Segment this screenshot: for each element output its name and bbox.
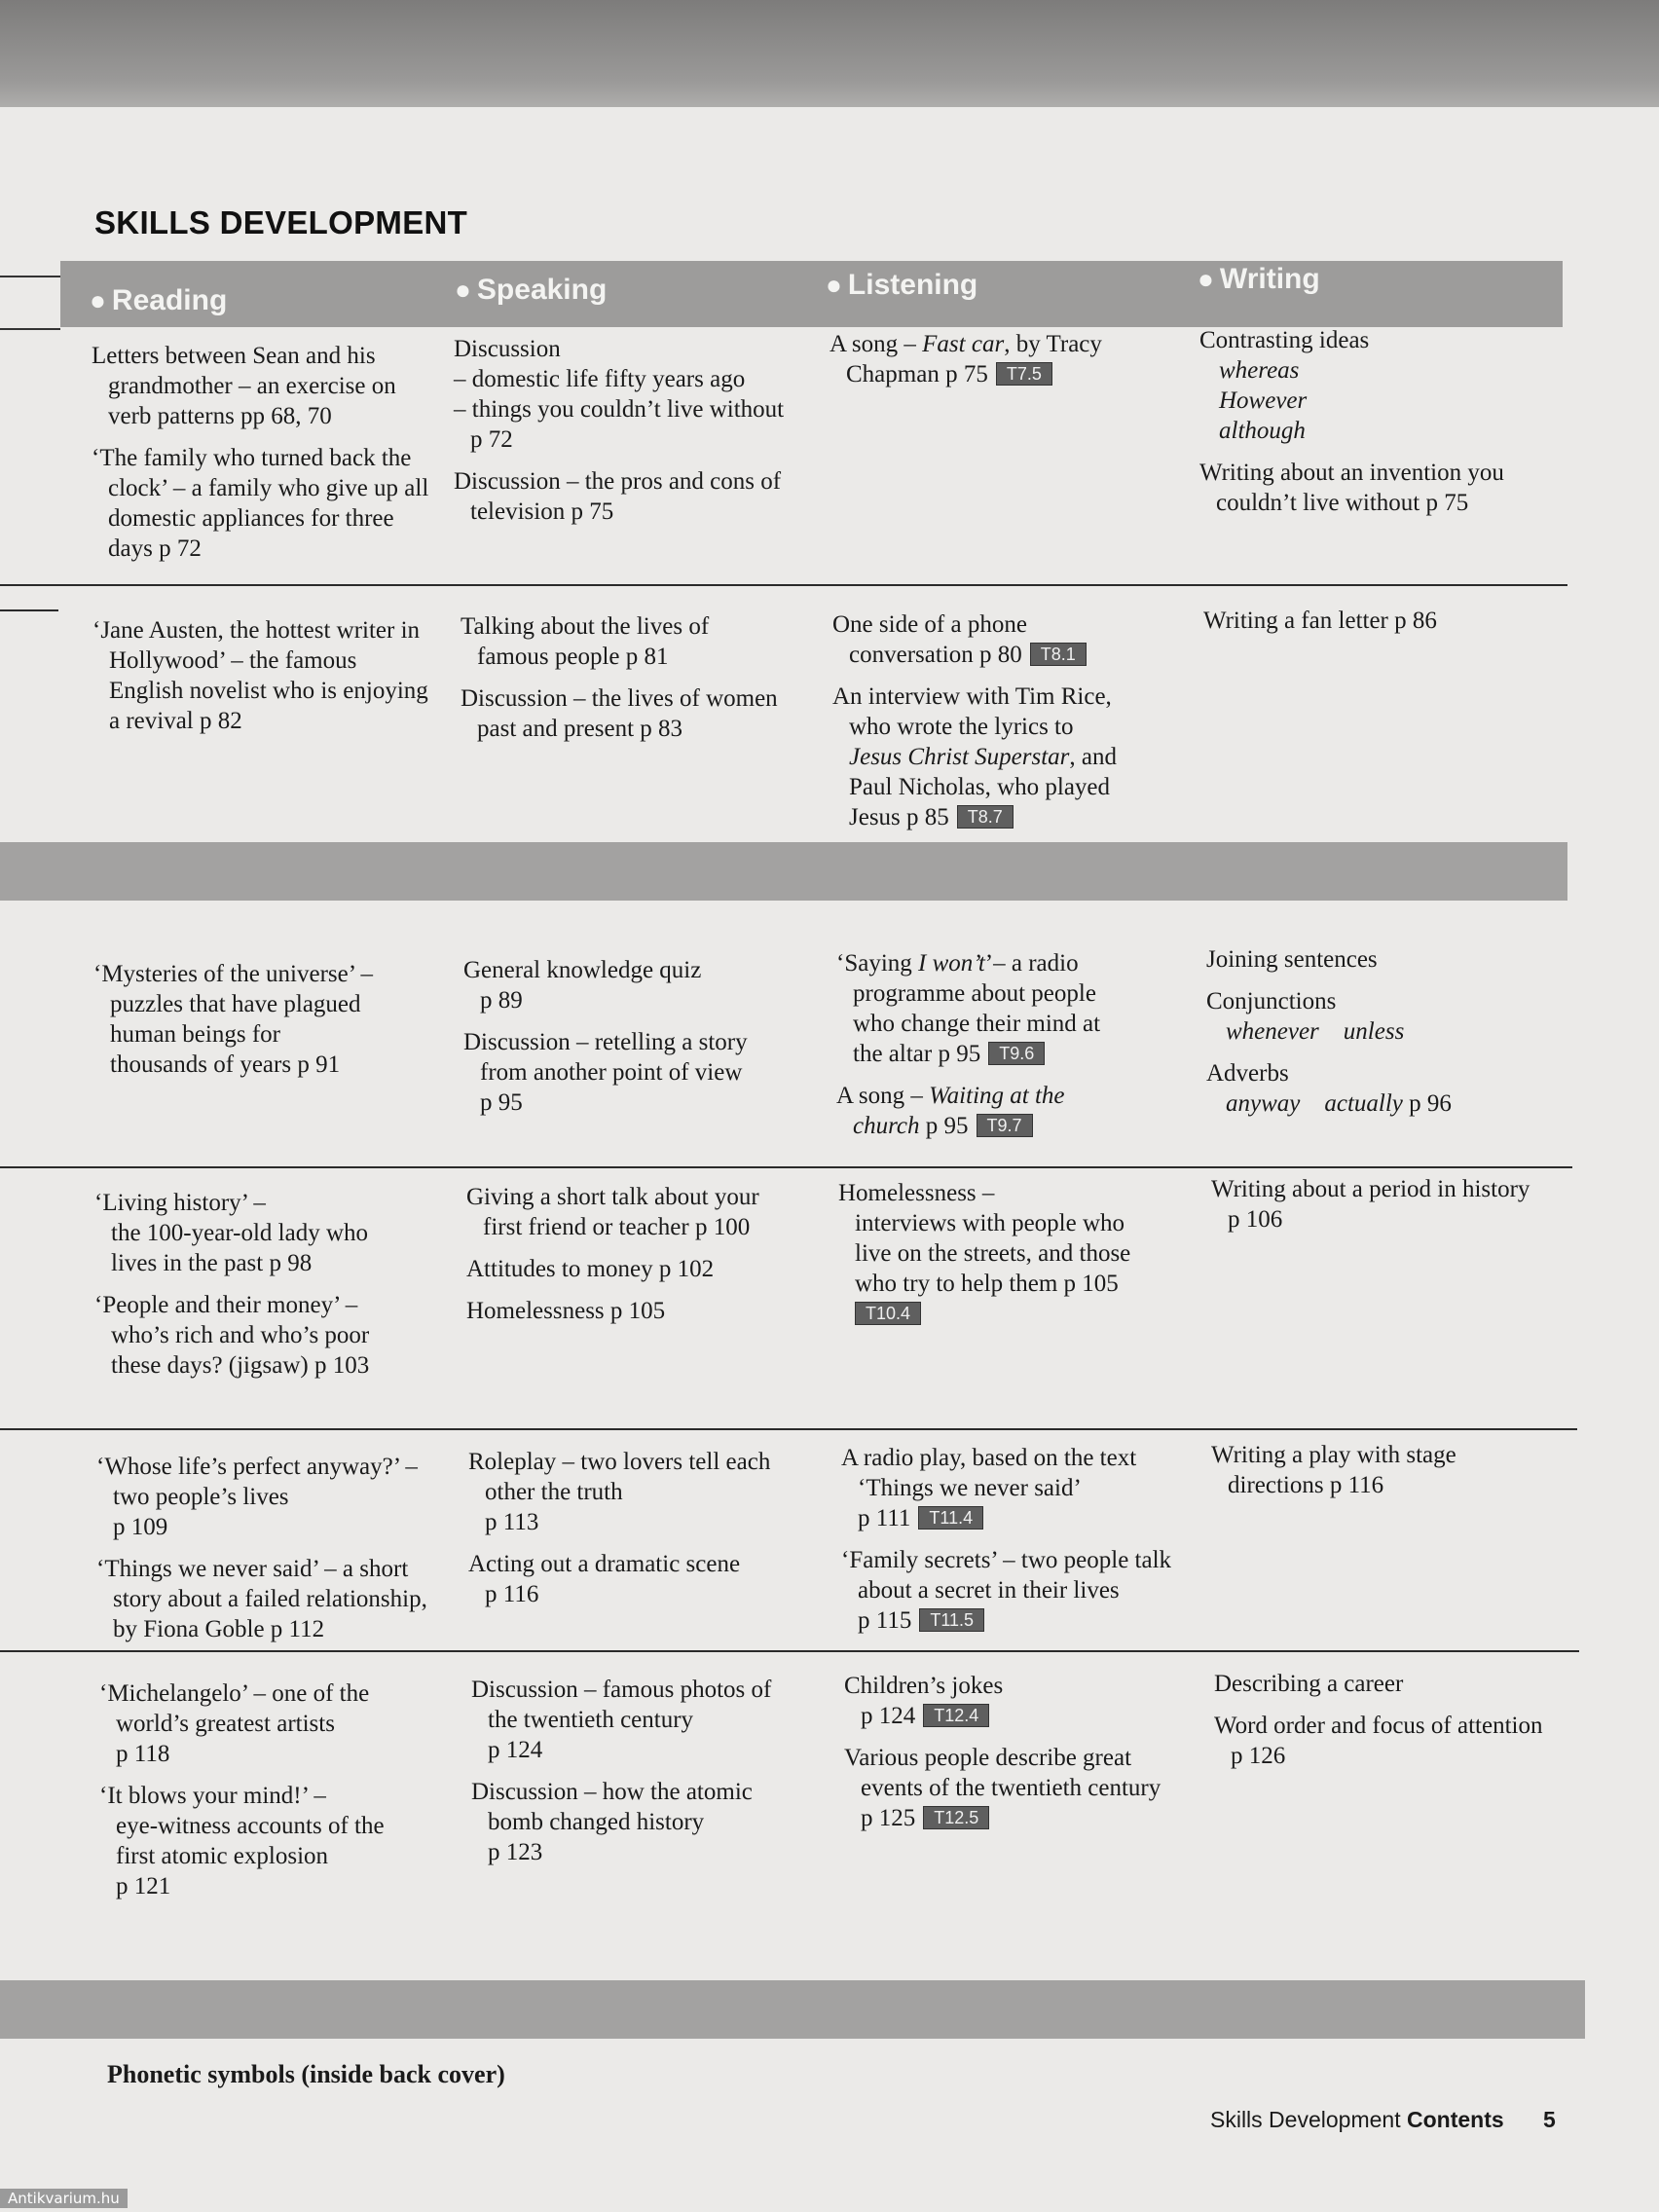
list-item: Adverbs anyway actually p 96: [1206, 1060, 1452, 1117]
row5-reading: [96, 1452, 461, 1656]
page-number: 5: [1543, 2107, 1556, 2132]
list-item: ‘The family who turned back the clock’ – a family who give up all domestic appliances for three days p 72: [92, 445, 429, 562]
list-item: ‘It blows your mind!’ – eye-witness accounts of the first atomic explosion p 121: [99, 1783, 385, 1899]
list-item: Writing a play with stage directions p 116: [1211, 1442, 1456, 1498]
row4-reading: [94, 1188, 460, 1392]
list-item: ‘Whose life’s perfect anyway?’ – two people’s lives p 109: [96, 1454, 418, 1540]
row5-speaking: [468, 1447, 838, 1621]
row3-writing: [1206, 944, 1635, 1130]
list-item: Joining sentences: [1206, 946, 1378, 973]
unit-separator-band: [0, 842, 1567, 901]
list-item: ‘Mysteries of the universe’ – puzzles that have plagued human beings for thousands of years p 91: [93, 961, 373, 1078]
row2-writing: [1203, 606, 1632, 647]
list-item: Writing about an invention you couldn’t live without p 75: [1199, 460, 1504, 516]
list-item: ‘Family secrets’ – two people talk about a secret in their lives p 115 T11.5: [841, 1547, 1172, 1634]
row1-speaking: [454, 334, 824, 538]
bottom-band: [0, 1980, 1585, 2039]
list-item: ‘Things we never said’ – a short story about a failed relationship, by Fiona Goble p 112: [96, 1556, 427, 1642]
list-item: Roleplay – two lovers tell each other the truth p 113: [468, 1449, 771, 1535]
list-item: One side of a phone conversation p 80 T8.1: [832, 609, 1198, 670]
audio-track-badge: T12.4: [923, 1704, 989, 1727]
row1-reading: [92, 341, 452, 575]
row-divider: [0, 1166, 1572, 1168]
list-item: ‘Michelangelo’ – one of the world’s greatest artists p 118: [99, 1680, 370, 1767]
row-divider: [0, 584, 1567, 586]
column-header-listening: ● Listening: [826, 269, 978, 301]
row2-listening: [832, 609, 1198, 844]
row-divider: [0, 1428, 1577, 1430]
list-item: ‘Living history’ – the 100-year-old lady who lives in the past p 98: [94, 1190, 369, 1276]
row1-writing: [1199, 325, 1628, 530]
audio-track-badge: T8.1: [1030, 643, 1087, 666]
list-item: Talking about the lives of famous people p 81: [461, 613, 710, 670]
row6-writing: [1214, 1669, 1652, 1783]
list-item: Word order and focus of attention p 126: [1214, 1713, 1543, 1769]
row6-listening: [844, 1671, 1209, 1845]
column-header-bar: [60, 261, 1563, 327]
list-item: ‘Saying I won’t’– a radio programme about people who change their mind at the altar p 95 T9.6: [836, 950, 1101, 1067]
list-item: Giving a short talk about your first friend or teacher p 100: [466, 1184, 759, 1240]
list-item: Acting out a dramatic scene p 116: [468, 1551, 741, 1607]
row4-speaking: [466, 1182, 836, 1338]
page-footer: [1210, 2107, 1556, 2133]
row5-writing: [1211, 1440, 1640, 1512]
row1-listening: [830, 329, 1190, 401]
list-item: Attitudes to money p 102: [466, 1256, 715, 1282]
list-item: Describing a career: [1214, 1671, 1404, 1697]
row-divider-stub: [0, 609, 58, 611]
section-title: SKILLS DEVELOPMENT: [94, 204, 468, 240]
list-item: General knowledge quiz p 89: [463, 957, 702, 1014]
list-item: Homelessness – interviews with people who live on the streets, and those who try to help them p 105 T10.4: [838, 1180, 1131, 1323]
audio-track-badge: T7.5: [996, 362, 1052, 386]
column-header-reading: ● Reading: [90, 284, 228, 316]
list-item: Conjunctions whenever unless: [1206, 988, 1405, 1045]
list-item: Writing a fan letter p 86: [1203, 608, 1437, 634]
list-item: Discussion – domestic life fifty years ago – things you couldn’t live without p 72: [454, 336, 785, 453]
list-item: Discussion – how the atomic bomb changed history p 123: [471, 1779, 753, 1865]
footer-label: Contents: [1406, 2107, 1504, 2132]
row5-listening: [841, 1443, 1206, 1647]
list-item: Various people describe great events of the twentieth century p 125 T12.5: [844, 1745, 1161, 1831]
audio-track-badge: T9.6: [988, 1042, 1045, 1065]
audio-track-badge: T12.5: [923, 1806, 989, 1829]
list-item: Discussion – famous photos of the twentieth century p 124: [471, 1677, 772, 1763]
column-header-writing: ● Writing: [1198, 263, 1320, 295]
list-item: ‘People and their money’ – who’s rich and who’s poor these days? (jigsaw) p 103: [94, 1292, 370, 1379]
audio-track-badge: T8.7: [957, 805, 1014, 829]
list-item: Contrasting ideas whereas However although: [1199, 327, 1370, 444]
row2-speaking: [461, 611, 830, 756]
row2-reading: [92, 615, 458, 748]
column-header-speaking: ● Speaking: [455, 274, 608, 306]
row6-speaking: [471, 1675, 841, 1879]
footer-section: Skills Development: [1210, 2107, 1401, 2132]
audio-track-badge: T11.5: [919, 1608, 984, 1632]
header-left-box: [0, 276, 60, 330]
audio-track-badge: T11.4: [918, 1506, 983, 1530]
list-item: Discussion – the pros and cons of television p 75: [454, 468, 782, 525]
watermark: Antikvarium.hu: [0, 2189, 128, 2208]
list-item: A song – Waiting at the church p 95 T9.7: [836, 1083, 1065, 1139]
background-band: [0, 0, 1659, 115]
row4-listening: [838, 1178, 1203, 1341]
row3-speaking: [463, 955, 833, 1129]
list-item: Discussion – the lives of women past and present p 83: [461, 685, 778, 742]
row4-writing: [1211, 1174, 1640, 1246]
list-item: Children’s jokes p 124 T12.4: [844, 1673, 1004, 1729]
row3-listening: [836, 948, 1201, 1153]
list-item: Homelessness p 105: [466, 1298, 666, 1324]
row3-reading: [93, 959, 459, 1091]
row-divider: [0, 1650, 1579, 1652]
list-item: Letters between Sean and his grandmother – an exercise on verb patterns pp 68, 70: [92, 343, 396, 429]
list-item: A radio play, based on the text ‘Things we never said’ p 111 T11.4: [841, 1445, 1137, 1531]
list-item: Writing about a period in history p 106: [1211, 1176, 1530, 1233]
audio-track-badge: T9.7: [977, 1114, 1033, 1137]
list-item: An interview with Tim Rice, who wrote the lyrics to Jesus Christ Superstar, and Paul Nicholas, who played Jesus p 85 T8.7: [832, 683, 1118, 830]
list-item: Discussion – retelling a story from another point of view p 95: [463, 1029, 748, 1116]
audio-track-badge: T10.4: [855, 1302, 921, 1325]
list-item: ‘Jane Austen, the hottest writer in Hollywood’ – the famous English novelist who is enjoying a revival p 82: [92, 617, 428, 734]
row6-reading: [99, 1678, 464, 1913]
phonetic-symbols-note: Phonetic symbols (inside back cover): [107, 2060, 505, 2088]
list-item: A song – Fast car, by Tracy Chapman p 75 T7.5: [830, 331, 1102, 387]
